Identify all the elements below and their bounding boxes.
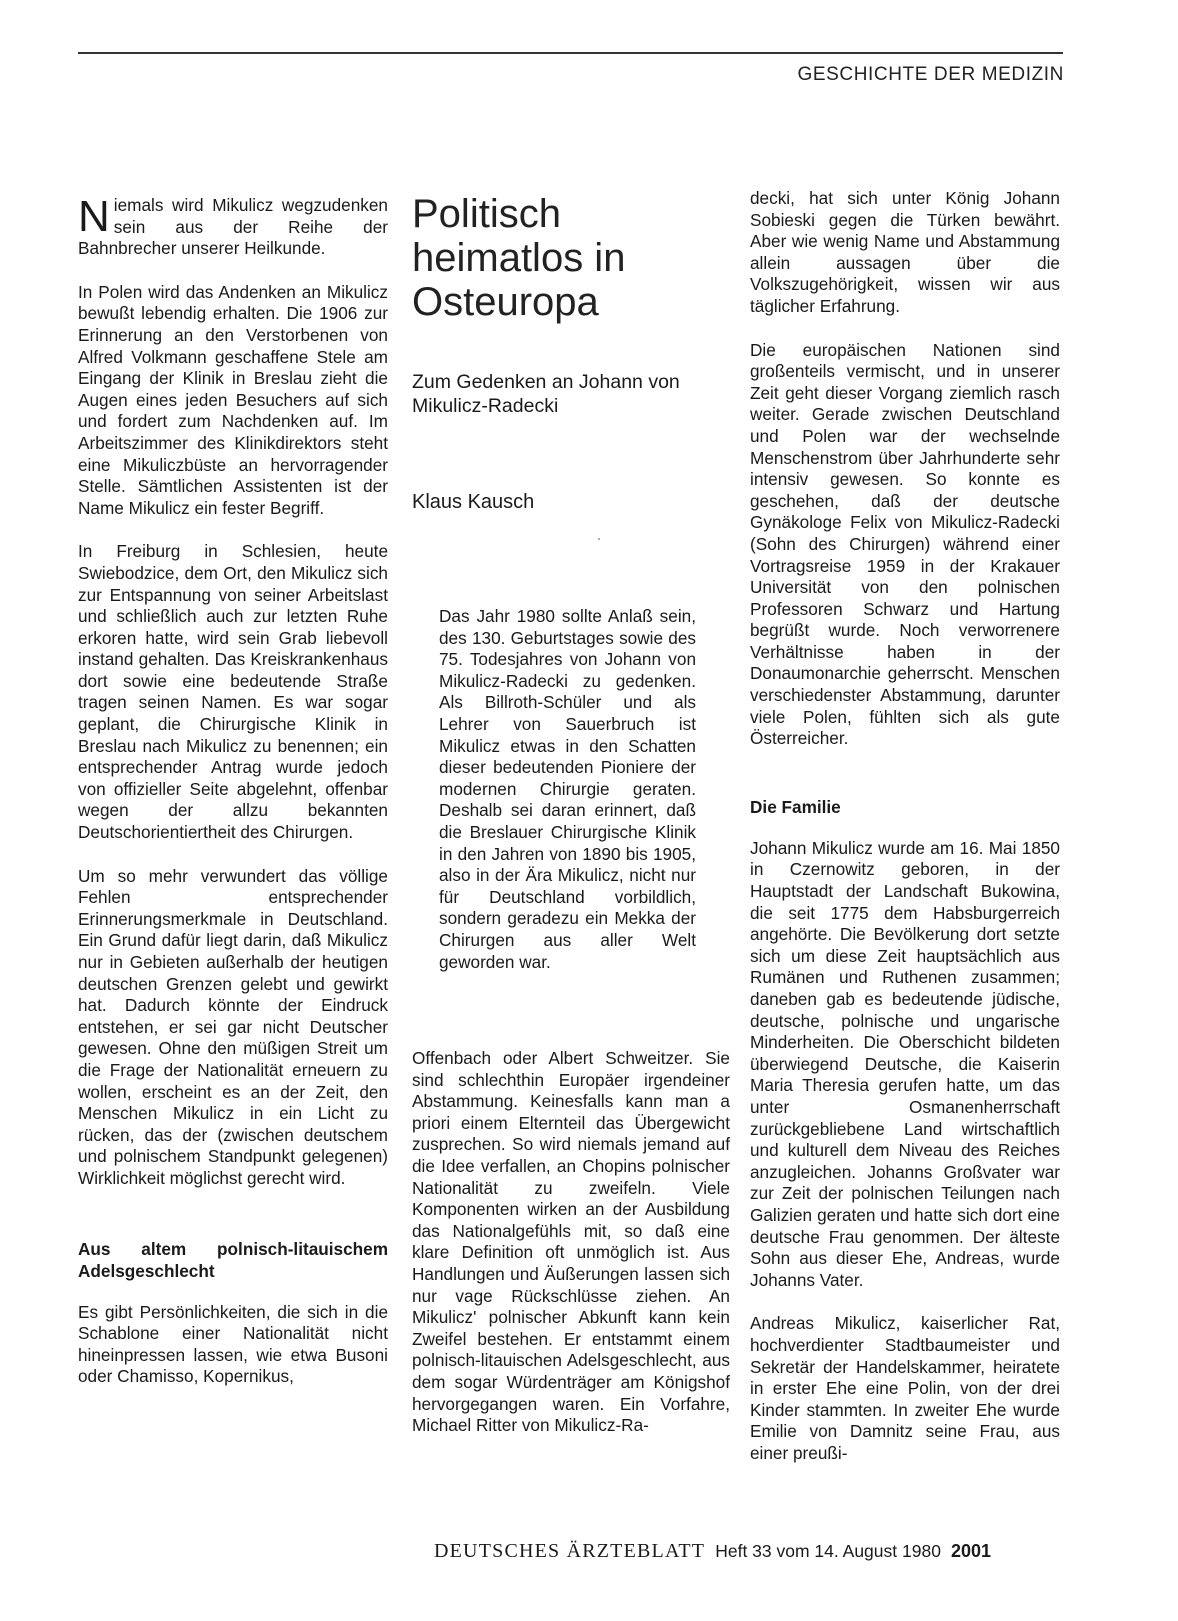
journal-name: DEUTSCHES ÄRZTEBLATT [434, 1540, 706, 1562]
section-label: GESCHICHTE DER MEDIZIN [797, 64, 1064, 85]
paragraph: Es gibt Persönlichkeiten, die sich in die Schablone einer Nationalität nicht hineinpressen lassen, wie etwa Busoni oder Chamisso, Kopernikus, [78, 1301, 388, 1387]
section-heading: Die Familie [750, 796, 841, 817]
page-footer [434, 1540, 991, 1563]
column-left [78, 192, 388, 1410]
paragraph: In Freiburg in Schlesien, heute Swiebodzice, dem Ort, den Mikulicz sich zur Entspannung von seiner Arbeitslast und schließlich auch zur letzten Ruhe erkoren hatte, wird sein Grab liebevoll instand gehalten. Das Kreiskrankenhaus dort sowie eine bedeutende Straße tragen seinen Namen. Es war sogar geplant, die Chirurgische Klinik in Breslau nach Mikulicz zu benennen; ein entsprechender Antrag wurde jedoch von offizieller Seite abgelehnt, offenbar wegen der allzu bekannten Deutschorientiertheit des Chirurgen. [78, 541, 388, 843]
column-middle-continued: Offenbach oder Albert Schweitzer. Sie sind schlechthin Europäer irgendeiner Abstammung. Keinesfalls kann man a priori einem Elternteil das Übergewicht zusprechen. So wird niemals jemand auf die Idee verfallen, an Chopins polnischer Nationalität zu zweifeln. Viele Komponenten wirken an der Ausbildung das Nationalgefühls mit, so daß eine klare Definition oft unmöglich ist. Aus Handlungen und Äußerungen lassen sich nur vage Rückschlüsse ziehen. An Mikulicz' polnischer Abkunft kann kein Zweifel bestehen. Er entstammt einem polnisch-litauischen Adelsgeschlecht, aus dem sogar Würdenträger am Königshof hervorgegangen waren. Ein Vorfahre, Michael Ritter von Mikulicz-Ra- [412, 1048, 730, 1436]
opening-paragraph: Niemals wird Mikulicz wegzudenken sein aus der Reihe der Bahnbrecher unserer Heilkunde. [78, 192, 388, 259]
issue-info: Heft 33 vom 14. August 1980 [715, 1541, 941, 1561]
article-author: Klaus Kausch [412, 491, 535, 513]
paragraph: Andreas Mikulicz, kaiserlicher Rat, hochverdienter Stadtbaumeister und Sekretär der Handelskammer, heiratete in erster Ehe eine Polin, von der drei Kinder stammten. In zweiter Ehe wurde Emilie von Damnitz seine Frau, aus einer preußi- [750, 1313, 1060, 1463]
paragraph: Um so mehr verwundert das völlige Fehlen entsprechender Erinnerungsmerkmale in Deutschland. Ein Grund dafür liegt darin, daß Mikulicz nur in Gebieten außerhalb der heutigen deutschen Grenzen gelebt und gewirkt hat. Dadurch könnte der Eindruck entstehen, er sei gar nicht Deutscher gewesen. Ohne den müßigen Streit um die Frage der Nationalität erneuern zu wollen, erscheint es an der Zeit, den Menschen Mikulicz in ein Licht zu rücken, das der (zwischen deutschem und polnischem Standpunkt gelegenen) Wirklichkeit möglichst gerecht wird. [78, 865, 388, 1188]
paragraph: Die europäischen Nationen sind großenteils vermischt, und in unserer Zeit geht dieser Vorgang ziemlich rasch weiter. Gerade zwischen Deutschland und Polen war der wechselnde Menschenstrom über Jahrhunderte sehr intensiv gewesen. So konnte es geschehen, daß der deutsche Gynäkologe Felix von Mikulicz-Radecki (Sohn des Chirurgen) während einer Vortragsreise 1959 in der Krakauer Universität von den polnischen Professoren Schwarz und Hartung begrüßt wurde. Noch verworrenere Verhältnisse haben in der Donaumonarchie geherrscht. Menschen verschiedenster Abstammung, darunter viele Polen, fühlten sich als gute Österreicher. [750, 339, 1060, 749]
column-middle [412, 192, 730, 973]
paragraph: In Polen wird das Andenken an Mikulicz bewußt lebendig erhalten. Die 1906 zur Erinnerung an den Verstorbenen von Alfred Volkmann geschaffene Stele am Eingang der Klinik in Breslau zieht die Augen eines jeden Besuchers auf sich und fordert zum Nachdenken auf. Im Arbeitszimmer des Klinikdirektors steht eine Mikuliczbüste an hervorragender Stelle. Sämtlichen Assistenten ist der Name Mikulicz ein fester Begriff. [78, 281, 388, 518]
speck [598, 538, 600, 540]
intro-box: Das Jahr 1980 sollte Anlaß sein, des 130. Geburtstages sowie des 75. Todesjahres von Johann von Mikulicz-Radecki zu gedenken. Als Billroth-Schüler und als Lehrer von Sauerbruch ist Mikulicz etwas in den Schatten dieser bedeutenden Pioniere der modernen Chirurgie geraten. Deshalb sei daran erinnert, daß die Breslauer Chirurgische Klinik in den Jahren von 1890 bis 1905, also in der Ära Mikulicz, nicht nur für Deutschland vorbildlich, sondern geradezu ein Mekka der Chirurgen aus aller Welt geworden war. [439, 606, 696, 972]
header-rule [78, 52, 1063, 54]
page-number: 2001 [950, 1541, 991, 1561]
drop-cap: N [78, 192, 110, 241]
paragraph: Johann Mikulicz wurde am 16. Mai 1850 in Czernowitz geboren, in der Hauptstadt der Landschaft Bukowina, die seit 1775 dem Habsburgerreich angehörte. Die Bevölkerung dort setzte sich um diese Zeit hauptsächlich aus Rumänen und Ruthenen zusammen; daneben gab es bedeutende jüdische, deutsche, polnische und ungarische Minderheiten. Die Oberschicht bildeten überwiegend Deutsche, die Kaiserin Maria Theresia gerufen hatte, um das unter Osmanenherrschaft zurückgebliebene Land wirtschaftlich und kulturell dem Niveau des Reiches anzugleichen. Johanns Großvater war zur Zeit der polnischen Teilungen nach Galizien geraten und hatte sich dort eine deutsche Frau genommen. Der älteste Sohn aus dieser Ehe, Andreas, wurde Johanns Vater. [750, 837, 1060, 1290]
article-title: Politisch heimatlos in Osteuropa [412, 192, 626, 324]
section-heading: Aus altem polnisch-litauischem Adelsgeschlecht [78, 1238, 388, 1281]
column-right [750, 188, 1060, 1486]
article-subtitle: Zum Gedenken an Johann von Mikulicz-Radecki [412, 371, 680, 417]
paragraph: decki, hat sich unter König Johann Sobieski gegen die Türken bewährt. Aber wie wenig Name und Abstammung allein aussagen über die Volkszugehörigkeit, wissen wir aus täglicher Erfahrung. [750, 188, 1060, 316]
